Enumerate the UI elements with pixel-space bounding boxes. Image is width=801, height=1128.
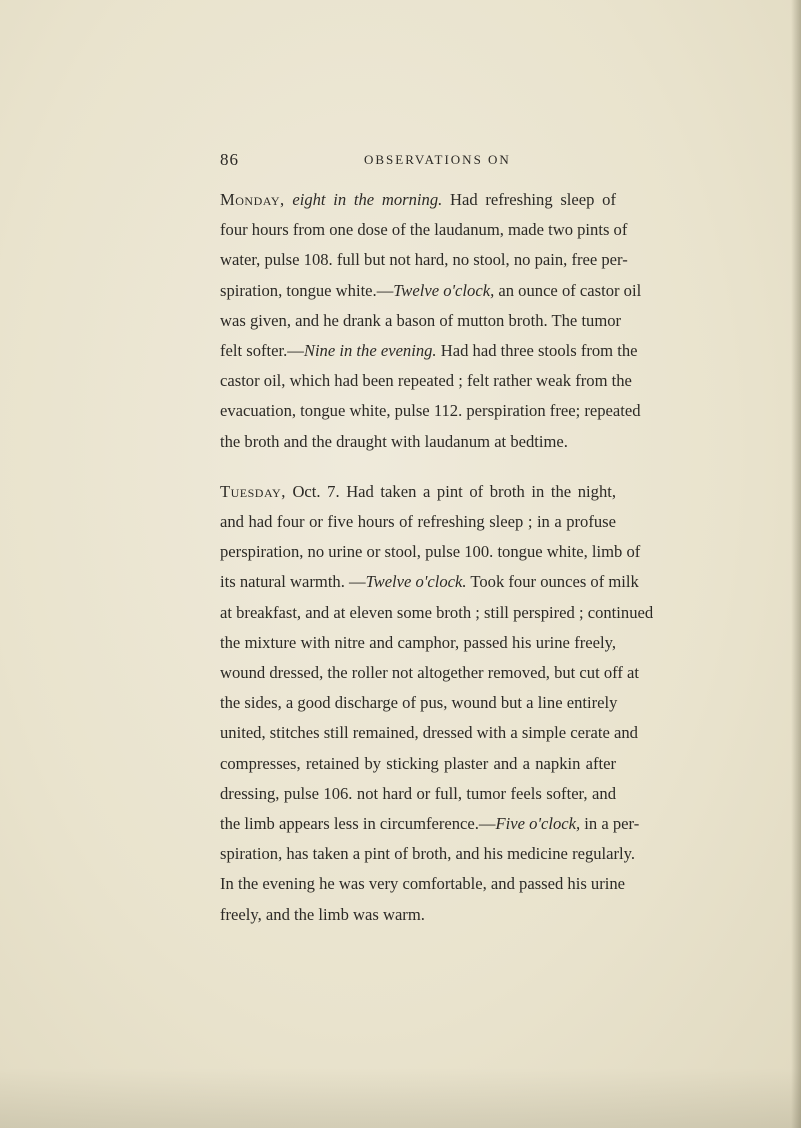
text-line <box>220 306 622 336</box>
text-segment: castor oil, which had been repeated ; felt rather weak from the <box>220 371 632 391</box>
text-segment: spiration, has taken a pint of broth, and his medicine regularly. <box>220 844 636 864</box>
text-line <box>220 537 641 567</box>
day-heading: Tuesday, <box>220 481 286 501</box>
text-segment: the limb appears less in circumference.— <box>220 814 496 834</box>
text-line <box>220 869 626 899</box>
text-segment: united, stitches still remained, dressed with a simple cerate and <box>220 723 638 743</box>
text-segment: the sides, a good discharge of pus, wound but a line entirely <box>220 693 618 713</box>
text-segment: at breakfast, and at eleven some broth ; still perspired ; continued <box>220 602 654 622</box>
page-bottom-shadow <box>0 1068 801 1128</box>
text-segment: was given, and he drank a bason of mutton broth. The tumor <box>220 310 622 330</box>
text-line <box>220 276 642 306</box>
text-segment: compresses, retained by sticking plaster and a napkin after <box>220 753 616 773</box>
text-segment: dressing, pulse 106. not hard or full, tumor feels softer, and <box>220 783 616 803</box>
text-segment: Oct. 7. Had taken a pint of broth in the night, <box>285 481 616 501</box>
text-segment: felt softer.— <box>220 341 304 361</box>
text-segment: the broth and the draught with laudanum at bedtime. <box>220 431 568 451</box>
page-header <box>220 150 620 174</box>
text-line <box>220 628 616 658</box>
paragraph <box>220 185 642 457</box>
text-line <box>220 839 636 869</box>
text-line <box>220 215 628 245</box>
text-line <box>220 598 654 628</box>
text-segment: In the evening he was very comfortable, and passed his urine <box>220 874 626 894</box>
text-line <box>220 507 616 537</box>
text-line <box>220 809 640 839</box>
text-segment: evacuation, tongue white, pulse 112. perspiration free; repeated <box>220 401 641 421</box>
text-segment: wound dressed, the roller not altogether removed, but cut off at <box>220 663 640 683</box>
text-segment: and had four or five hours of refreshing sleep ; in a profuse <box>220 512 616 532</box>
text-segment: Had had three stools from the <box>436 341 638 361</box>
text-segment: freely, and the limb was warm. <box>220 904 425 924</box>
text-line <box>220 185 616 215</box>
text-line <box>220 567 639 597</box>
text-line <box>220 688 616 718</box>
time-note: eight in the morning. <box>292 190 443 209</box>
text-segment: its natural warmth. — <box>220 572 366 592</box>
page-edge-shadow <box>791 0 801 1128</box>
page-number: 86 <box>220 150 239 169</box>
text-line <box>220 718 638 748</box>
paragraph <box>220 477 654 930</box>
text-line <box>220 336 638 366</box>
time-note: Twelve o'clock. <box>365 572 467 592</box>
text-line <box>220 900 616 930</box>
text-segment: four hours from one dose of the laudanum, made two pints of <box>220 220 628 240</box>
text-segment: perspiration, no urine or stool, pulse 100. tongue white, limb of <box>220 542 641 562</box>
body-text <box>220 185 654 930</box>
text-line <box>220 477 616 507</box>
text-segment: the mixture with nitre and camphor, passed his urine freely, <box>220 632 616 652</box>
text-segment: in a per- <box>580 814 640 834</box>
text-line <box>220 779 616 809</box>
text-segment: water, pulse 108. full but not hard, no stool, no pain, free per- <box>220 250 628 270</box>
running-head: OBSERVATIONS ON <box>364 152 511 167</box>
time-note: Twelve o'clock, <box>393 280 495 300</box>
text-line <box>220 396 641 426</box>
text-line <box>220 366 632 396</box>
time-note: Nine in the evening. <box>303 341 437 361</box>
text-line <box>220 749 616 779</box>
text-segment: spiration, tongue white.— <box>220 280 394 300</box>
text-line <box>220 427 616 457</box>
text-segment: Had refreshing sleep of <box>442 190 616 209</box>
text-line <box>220 658 640 688</box>
text-segment: an ounce of castor oil <box>494 280 642 300</box>
text-segment: Took four ounces of milk <box>466 572 639 592</box>
day-heading: Monday, <box>220 190 285 209</box>
text-line <box>220 245 628 275</box>
time-note: Five o'clock, <box>495 814 581 834</box>
